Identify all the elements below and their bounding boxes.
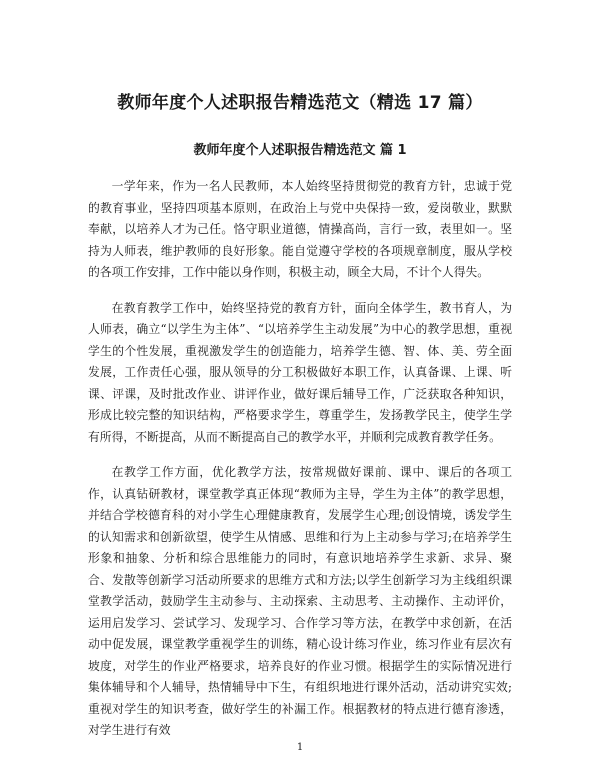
- paragraph-3: 在教学工作方面，优化教学方法，按常规做好课前、课中、课后的各项工作，认真钻研教材，课堂教学真正体现“教师为主导，学生为主体”的教学思想，并结合学校德育科的对小学生心理健康教育，发展学生心理;创设情境，诱发学生的认知需求和创新欲望，使学生从情感、思维和行为上主动参与学习;在培养学生形象和抽象、分析和综合思维能力的同时，有意识地培养学生求新、求异、聚合、发散等创新学习活动所要求的思维方式和方法;以学生创新学习为主线组织课堂教学活动，鼓励学生主动参与、主动探索、主动思考、主动操作、主动评价，运用启发学习、尝试学习、发现学习、合作学习等方法，在教学中求创新，在活动中促发展，课堂教学重视学生的训练，精心设计练习作业，练习作业有层次有坡度，对学生的作业严格要求，培养良好的作业习惯。根据学生的实际情况进行集体辅导和个人辅导，热情辅导中下生，有组织地进行课外活动，活动讲究实效;重视对学生的知识考查，做好学生的补漏工作。根据教材的特点进行德育渗透，对学生进行有效: [88, 465, 512, 737]
- paragraph-1: 一学年来，作为一名人民教师，本人始终坚持贯彻党的教育方针，忠诚于党的教育事业，坚持四项基本原则，在政治上与党中央保持一致，爱岗敬业，默默奉献，以培养人才为己任。恪守职业道德，情操高尚，言行一致，表里如一。坚持为人师表，维护教师的良好形象。能自觉遵守学校的各项规章制度，服从学校的各项工作安排，工作中能以身作则，积极主动，顾全大局，不计个人得失。: [88, 179, 512, 279]
- document-title: 教师年度个人述职报告精选范文（精选 17 篇）: [117, 93, 483, 113]
- page-number: 1: [296, 742, 304, 753]
- section-heading: 教师年度个人述职报告精选范文 篇 1: [193, 143, 407, 158]
- paragraph-2: 在教育教学工作中，始终坚持党的教育方针，面向全体学生，教书育人，为人师表，确立“以学生为主体”、“以培养学生主动发展”为中心的教学思想，重视学生的个性发展，重视激发学生的创造能力，培养学生德、智、体、美、劳全面发展，工作责任心强，服从领导的分工积极做好本职工作，认真备课、上课、听课、评课，及时批改作业、讲评作业，做好课后辅导工作，广泛获取各种知识，形成比较完整的知识结构，严格要求学生，尊重学生，发扬教学民主，使学生学有所得，不断提高，从而不断提高自己的教学水平，并顺利完成教育教学任务。: [88, 300, 512, 444]
- document-body: [88, 176, 512, 766]
